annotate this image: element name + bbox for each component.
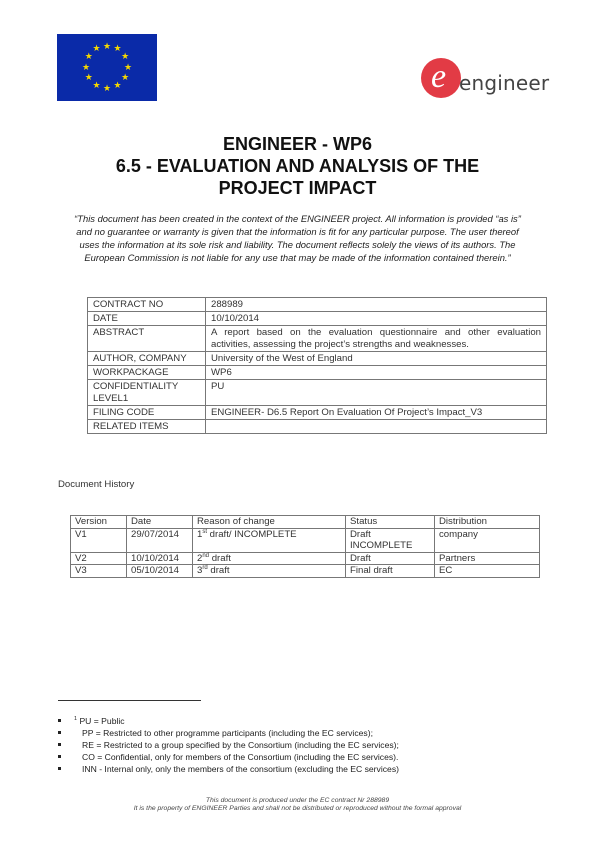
title-line-1: ENGINEER - WP6 xyxy=(222,134,373,154)
footnote-body: PU = Public xyxy=(77,716,125,726)
eu-star-icon: ★ xyxy=(102,82,112,93)
info-key: DATE xyxy=(88,312,206,326)
history-row xyxy=(71,552,540,565)
info-value: A report based on the evaluation questionnaire and other evaluation activities, assessing the project’s strengths and weaknesses. xyxy=(206,326,547,352)
reason-number: 3 xyxy=(197,565,203,576)
history-version: V1 xyxy=(71,528,127,552)
info-row xyxy=(88,298,547,312)
reason-ordinal: nd xyxy=(202,552,210,559)
history-header-status: Status xyxy=(346,516,435,529)
eu-star-icon: ★ xyxy=(113,43,122,54)
bullet-icon xyxy=(58,719,61,722)
logo-e-letter: e xyxy=(431,58,447,95)
info-key: WORKPACKAGE xyxy=(88,366,206,380)
info-value: WP6 xyxy=(206,366,547,380)
eu-star-icon: ★ xyxy=(81,61,91,72)
disclaimer-text: “This document has been created in the context of the ENGINEER project. All information is provided “as is” and no guarantee or warranty is given that the information is fit for any particular purpose. The user thereof uses the information at its sole risk and liability. The document reflects solely the views of its authors. The European Commission is not liable for any use that may be made of the information contained therein.” xyxy=(74,213,521,263)
reason-number: 2 xyxy=(197,552,203,564)
eu-star-icon: ★ xyxy=(102,40,112,51)
history-reason xyxy=(193,552,346,565)
info-key: CONTRACT NO xyxy=(88,298,206,312)
history-status: Draft INCOMPLETE xyxy=(346,528,435,552)
footnote-text xyxy=(82,763,399,775)
document-info-table xyxy=(87,297,547,434)
title-line-3: PROJECT IMPACT xyxy=(218,178,377,198)
eu-star-icon: ★ xyxy=(113,79,122,90)
history-header-reason: Reason of change xyxy=(193,516,346,529)
footnote-item xyxy=(58,763,558,775)
eu-star-icon: ★ xyxy=(121,51,130,61)
footnote-mark: 1 xyxy=(74,716,78,723)
eu-star-icon: ★ xyxy=(92,43,101,54)
eu-flag-icon xyxy=(57,34,157,101)
history-header-row xyxy=(71,516,540,529)
info-row xyxy=(88,406,547,420)
history-distribution: EC xyxy=(435,565,540,578)
reason-text: draft/ INCOMPLETE xyxy=(207,528,297,540)
footnote-body: RE = Restricted to a group specified by the Consortium (including the EC services); xyxy=(82,740,399,750)
reason-ordinal: st xyxy=(202,528,208,535)
bullet-icon xyxy=(58,767,61,770)
footnote-body: PP = Restricted to other programme participants (including the EC services); xyxy=(82,728,373,738)
footnote-item xyxy=(58,727,558,739)
reason-number: 1 xyxy=(197,528,203,540)
info-value: ENGINEER- D6.5 Report On Evaluation Of Project’s Impact_V3 xyxy=(206,406,547,420)
history-status: Final draft xyxy=(346,565,435,578)
info-row xyxy=(88,352,547,366)
document-history-table xyxy=(70,515,540,578)
history-header-version: Version xyxy=(71,516,127,529)
info-key: AUTHOR, COMPANY xyxy=(88,352,206,366)
info-value: 10/10/2014 xyxy=(206,312,547,326)
info-row xyxy=(88,312,547,326)
eu-star-icon: ★ xyxy=(84,51,93,61)
footnote-item xyxy=(58,715,558,727)
info-value: PU xyxy=(206,380,547,406)
history-date: 05/10/2014 xyxy=(127,565,193,578)
footer-line-1: This document is produced under the EC contract Nr 288989 xyxy=(205,797,390,804)
info-row xyxy=(88,326,547,352)
title-line-2: 6.5 - EVALUATION AND ANALYSIS OF THE xyxy=(115,156,480,176)
footnote-text xyxy=(82,751,398,763)
info-row xyxy=(88,380,547,406)
bullet-icon xyxy=(58,743,61,746)
info-value: University of the West of England xyxy=(206,352,547,366)
document-history-label: Document History xyxy=(58,479,135,490)
history-header-date: Date xyxy=(127,516,193,529)
history-date: 10/10/2014 xyxy=(127,552,193,565)
history-row xyxy=(71,565,540,578)
reason-text: draft xyxy=(209,552,231,564)
footnote-item xyxy=(58,751,558,763)
history-date: 29/07/2014 xyxy=(127,528,193,552)
footnote-body: INN - Internal only, only the members of the consortium (excluding the EC services) xyxy=(82,764,399,774)
footnotes xyxy=(58,715,558,775)
info-key: ABSTRACT xyxy=(88,326,206,352)
eu-star-icon: ★ xyxy=(92,79,101,90)
info-value: 288989 xyxy=(206,298,547,312)
footnote-text xyxy=(82,727,373,739)
info-value xyxy=(206,420,547,434)
history-distribution: company xyxy=(435,528,540,552)
history-version: V3 xyxy=(71,565,127,578)
history-version: V2 xyxy=(71,552,127,565)
bullet-icon xyxy=(58,731,61,734)
info-key: FILING CODE xyxy=(88,406,206,420)
history-header-distribution: Distribution xyxy=(435,516,540,529)
engineer-logo xyxy=(421,58,550,104)
info-key: RELATED ITEMS xyxy=(88,420,206,434)
footnote-separator xyxy=(58,700,201,701)
history-distribution: Partners xyxy=(435,552,540,565)
footnote-text xyxy=(82,739,399,751)
footer-line-2: It is the property of ENGINEER Parties and shall not be distributed or reproduced without the formal approval xyxy=(133,805,462,812)
reason-ordinal: rd xyxy=(202,564,208,571)
reason-text: draft xyxy=(207,565,230,576)
info-key: CONFIDENTIALITY LEVEL1 xyxy=(88,380,206,406)
footnote-body: CO = Confidential, only for members of the Consortium (including the EC services). xyxy=(82,752,399,762)
eu-star-icon: ★ xyxy=(121,72,130,82)
history-status: Draft xyxy=(346,552,435,565)
footnote-item xyxy=(58,739,558,751)
history-row xyxy=(71,528,540,552)
eu-star-icon: ★ xyxy=(84,72,93,82)
history-reason xyxy=(193,528,346,552)
history-reason xyxy=(193,565,346,578)
info-row xyxy=(88,420,547,434)
bullet-icon xyxy=(58,755,61,758)
logo-word: engineer xyxy=(459,71,550,95)
footnote-text xyxy=(74,715,125,727)
info-row xyxy=(88,366,547,380)
eu-star-icon: ★ xyxy=(123,61,133,72)
